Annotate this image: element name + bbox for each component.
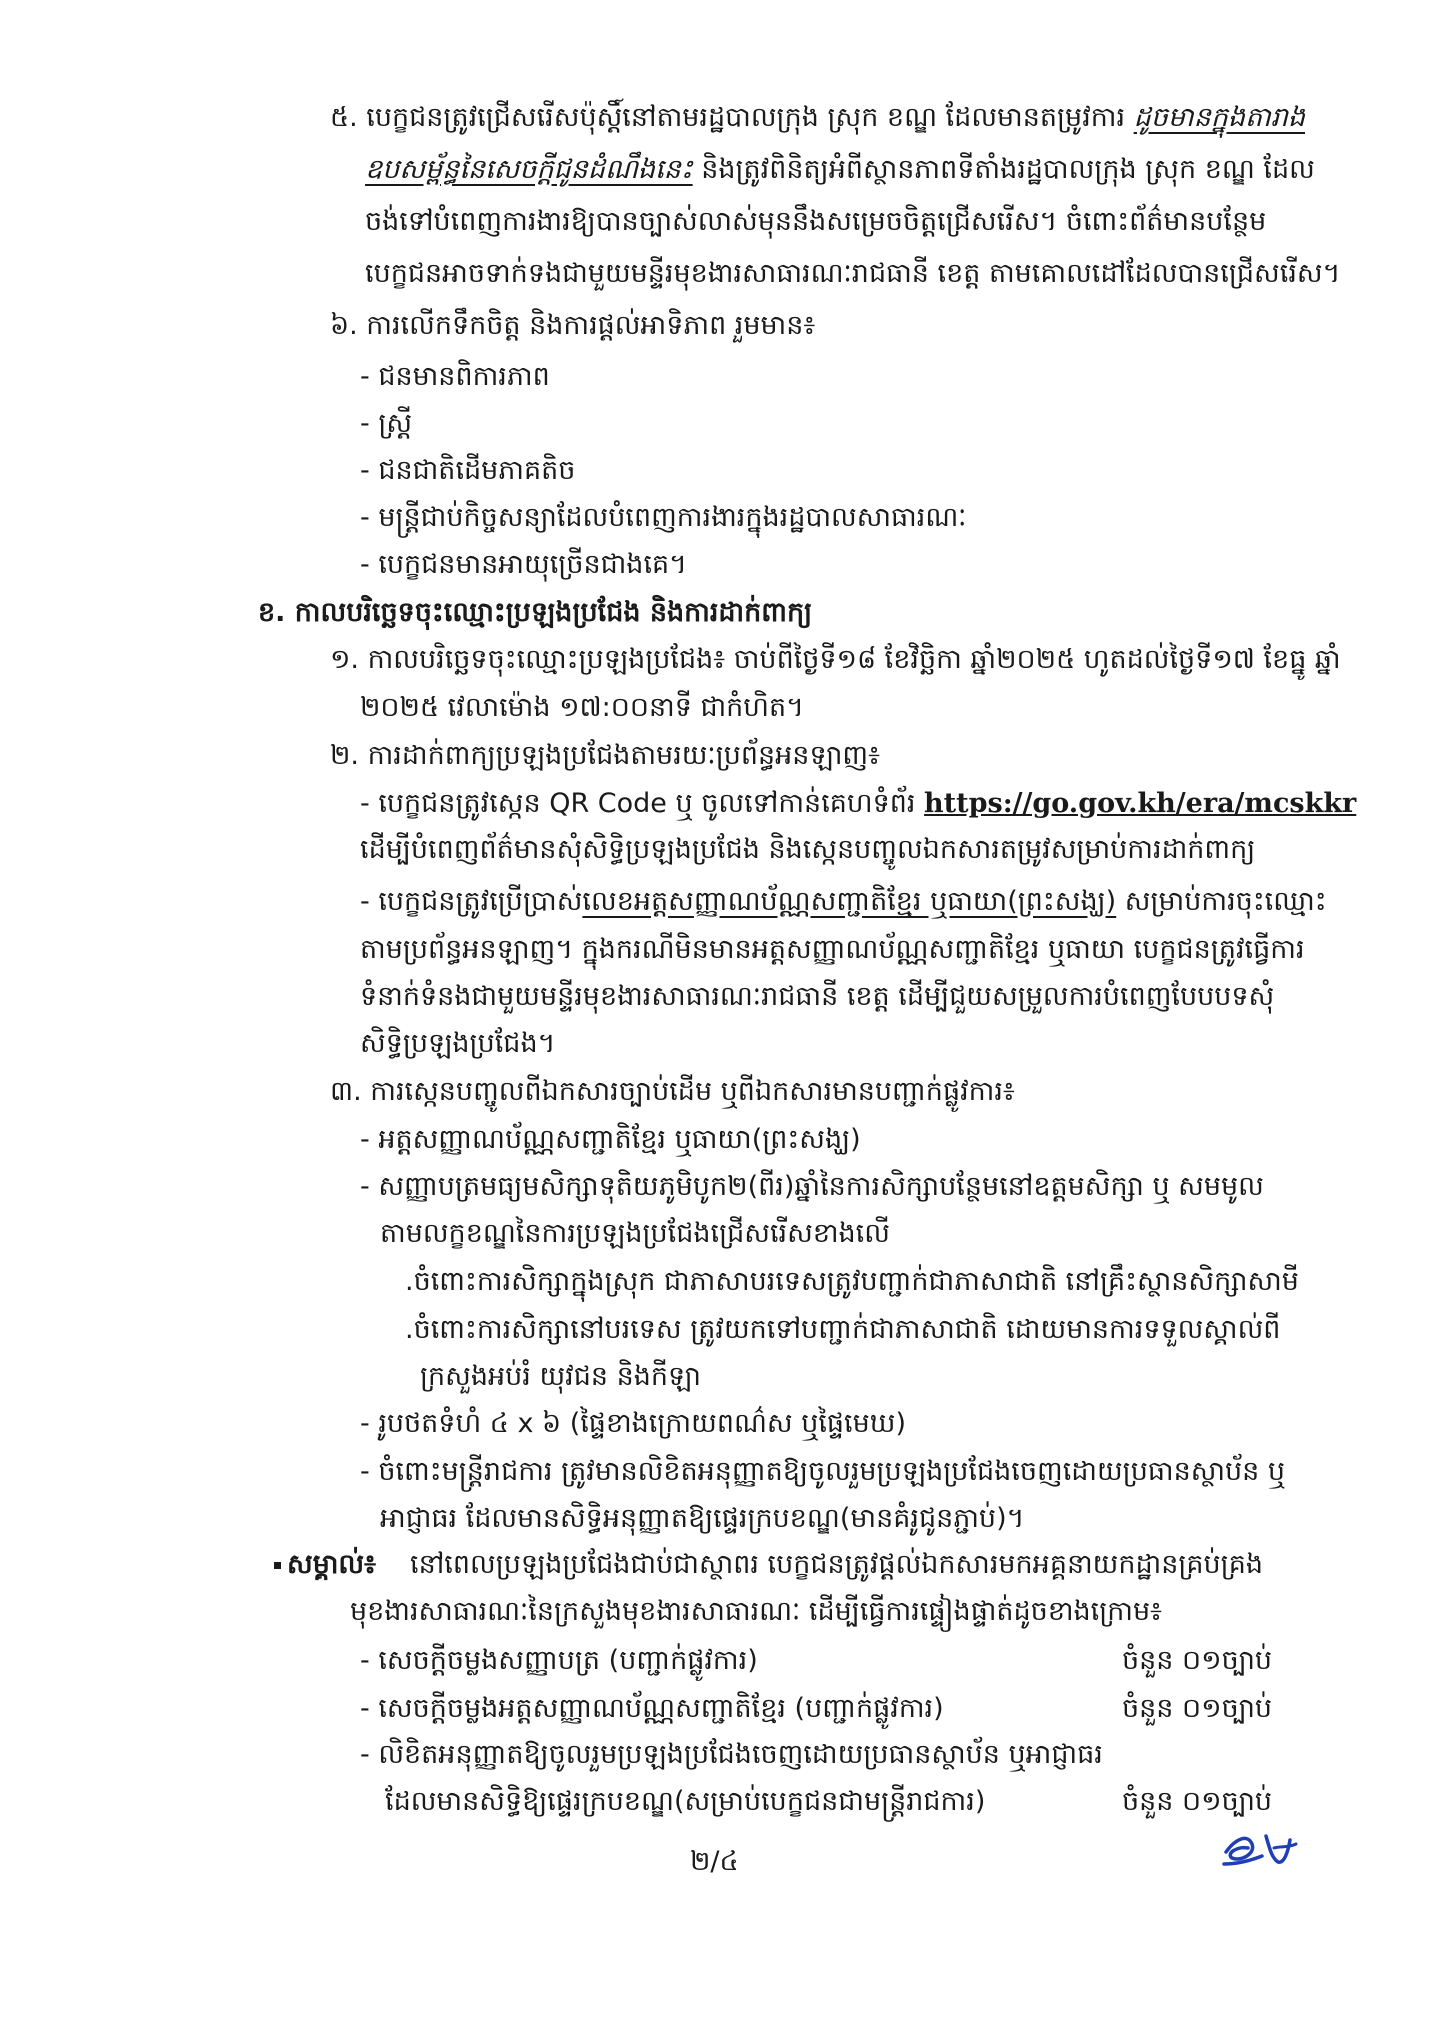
- section-b-item2-b2-line2: តាមប្រព័ន្ធអនឡាញ។ ក្នុងករណីមិនមានអត្តសញ្ញាណប័ណ្ណសញ្ជាតិខ្មែរ ឬធាយា បេក្ខជនត្រូវធ្វើការ: [360, 934, 1305, 965]
- item5-line3: ចង់ទៅបំពេញការងារឱ្យបានច្បាស់លាស់មុននឹងសម្រេចចិត្តជ្រើសរើស។ ចំពោះព័ត៌មានបន្ថែម: [365, 206, 1267, 237]
- item5-text: ៥. បេក្ខជនត្រូវជ្រើសរើសប៉ុស្តិ៍នៅតាមរដ្ឋបាលក្រុង ស្រុក ខណ្ឌ ដែលមានតម្រូវការ: [330, 102, 1134, 133]
- list-item: - ជនជាតិដើមភាគតិច: [360, 455, 576, 486]
- note-line2: មុខងារសាធារណៈនៃក្រសួងមុខងារសាធារណៈ ដើម្បីធ្វើការផ្ទៀងផ្ទាត់ដូចខាងក្រោម៖: [350, 1596, 1162, 1627]
- item5-text: និងត្រូវពិនិត្យអំពីស្ថានភាពទីតាំងរដ្ឋបាលក្រុង ស្រុក ខណ្ឌ ដែល: [692, 154, 1315, 185]
- section-b-item2-b2-line1: [360, 882, 1327, 922]
- item5-line2: [365, 150, 1315, 190]
- note-line1: [274, 1545, 1263, 1585]
- section-b-item3-b2-line1: - សញ្ញាបត្រមធ្យមសិក្សាទុតិយភូមិបូក២(ពីរ)ឆ្នាំនៃការសិក្សាបន្ថែមនៅឧត្តមសិក្សា ឬ សមមូល: [360, 1171, 1264, 1202]
- section-b-item1-line2: ២០២៥ វេលាម៉ោង ១៧:០០នាទី ជាកំហិត។: [360, 692, 804, 723]
- section-b-item3-sub1: .ចំពោះការសិក្សាក្នុងស្រុក ជាភាសាបរទេសត្រូវបញ្ជាក់ជាភាសាជាតិ នៅគ្រឹះស្ថានសិក្សាសាមី: [405, 1266, 1299, 1297]
- item5-line1: [330, 98, 1305, 138]
- note-text: នៅពេលប្រឡងប្រជែងជាប់ជាស្ថាពរ បេក្ខជនត្រូវផ្តល់ឯកសារមកអគ្គនាយកដ្ឋានគ្រប់គ្រង: [410, 1549, 1263, 1580]
- section-b-item3-heading: ៣. ការស្កេនបញ្ចូលពីឯកសារច្បាប់ដើម ឬពីឯកសារមានបញ្ជាក់ផ្លូវការ៖: [330, 1076, 1015, 1107]
- section-b-item3-b2-line2: តាមលក្ខខណ្ឌនៃការប្រឡងប្រជែងជ្រើសរើសខាងលើ: [380, 1218, 890, 1249]
- item5-line4: បេក្ខជនអាចទាក់ទងជាមួយមន្ទីរមុខងារសាធារណៈរាជធានី ខេត្ត តាមគោលដៅដែលបានជ្រើសរើស។: [365, 258, 1341, 289]
- section-b-item2-b1-line2: ដើម្បីបំពេញព័ត៌មានសុំសិទ្ធិប្រឡងប្រជែង និងស្កេនបញ្ចូលឯកសារតម្រូវសម្រាប់ការដាក់ពាក្យ: [360, 834, 1256, 865]
- list-item: - ស្ត្រី: [360, 408, 413, 439]
- item2-text: សម្រាប់ការចុះឈ្មោះ: [1116, 886, 1327, 917]
- page-number: ២/៤: [690, 1846, 739, 1877]
- section-b-item1-line1: ១. កាលបរិច្ឆេទចុះឈ្មោះប្រឡងប្រជែង៖ ចាប់ពីថ្ងៃទី១៨ ខែវិច្ឆិកា ឆ្នាំ២០២៥ ហូតដល់ថ្ងៃទី១៧ ខែធ្នូ ឆ្នាំ: [330, 644, 1341, 675]
- section-b-item2-heading: ២. ការដាក់ពាក្យប្រឡងប្រជែងតាមរយៈប្រព័ន្ធអនឡាញ៖: [330, 740, 880, 771]
- note-item-quantity: ចំនួន ០១ច្បាប់: [1122, 1786, 1273, 1817]
- note-item: - លិខិតអនុញ្ញាតឱ្យចូលរួមប្រឡងប្រជែងចេញដោយប្រធានស្ថាប័ន ឬអាជ្ញាធរ: [360, 1739, 1103, 1770]
- section-b-item3-b4-line1: - ចំពោះមន្ត្រីរាជការ ត្រូវមានលិខិតអនុញ្ញាតឱ្យចូលរួមប្រឡងប្រជែងចេញដោយប្រធានស្ថាប័ន ឬ: [360, 1456, 1285, 1487]
- note-item-quantity: ចំនួន ០១ច្បាប់: [1122, 1645, 1273, 1676]
- section-b-item2-b1-line1: [360, 784, 1356, 824]
- section-b-item3-sub2-line1: .ចំពោះការសិក្សានៅបរទេស ត្រូវយកទៅបញ្ជាក់ជាភាសាជាតិ ដោយមានការទទួលស្គាល់ពី: [405, 1314, 1281, 1345]
- section-b-item3-b3: - រូបថតទំហំ ៤ x ៦ (ផ្ទៃខាងក្រោយពណ៌ស ឬផ្ទៃមេឃ): [360, 1408, 906, 1439]
- note-item-cont: ដែលមានសិទ្ធិឱ្យផ្ទេរក្របខណ្ឌ(សម្រាប់បេក្ខជនជាមន្ត្រីរាជការ): [385, 1786, 986, 1817]
- section-b-item3-b4-line2: អាជ្ញាធរ ដែលមានសិទ្ធិអនុញ្ញាតឱ្យផ្ទេរក្របខណ្ឌ(មានគំរូជូនភ្ជាប់)។: [380, 1503, 1025, 1534]
- list-item: - បេក្ខជនមានអាយុច្រើនជាងគេ។: [360, 549, 687, 580]
- note-bullet: [274, 1562, 281, 1569]
- list-item: - មន្ត្រីជាប់កិច្ចសន្យាដែលបំពេញការងារក្នុងរដ្ឋបាលសាធារណៈ: [360, 502, 967, 533]
- annex-reference-cont: ឧបសម្ព័ន្ធនៃសេចក្តីជូនដំណឹងនេះ: [365, 154, 693, 185]
- section-b-heading: ខ. កាលបរិច្ឆេទចុះឈ្មោះប្រឡងប្រជែង និងការដាក់ពាក្យ: [258, 597, 813, 628]
- handwritten-initials-icon: [1218, 1818, 1302, 1878]
- item2-text: - បេក្ខជនត្រូវស្កេន QR Code ឬ ចូលទៅកាន់គេហទំព័រ: [360, 788, 925, 819]
- item6-heading: ៦. ការលើកទឹកចិត្ត និងការផ្តល់អាទិភាព រួមមាន៖: [330, 310, 816, 341]
- section-b-item3-b1: - អត្តសញ្ញាណប័ណ្ណសញ្ជាតិខ្មែរ ឬធាយា(ព្រះសង្ឃ): [360, 1124, 861, 1155]
- note-item-quantity: ចំនួន ០១ច្បាប់: [1122, 1693, 1273, 1724]
- annex-reference: ដូចមានក្នុងតារាង: [1133, 102, 1306, 133]
- section-b-item2-b2-line4: សិទ្ធិប្រឡងប្រជែង។: [360, 1028, 556, 1059]
- id-card-requirement: លេខអត្តសញ្ញាណប័ណ្ណសញ្ជាតិខ្មែរ ឬធាយា(ព្រះសង្ឃ): [582, 886, 1117, 917]
- note-label: សម្គាល់៖: [287, 1549, 376, 1580]
- section-b-item2-b2-line3: ទំនាក់ទំនងជាមួយមន្ទីរមុខងារសាធារណៈរាជធានី ខេត្ត ដើម្បីជួយសម្រួលការបំពេញបែបបទសុំ: [360, 981, 1275, 1012]
- note-item: - សេចក្តីចម្លងសញ្ញាបត្រ (បញ្ជាក់ផ្លូវការ): [360, 1645, 758, 1676]
- item2-text: - បេក្ខជនត្រូវប្រើប្រាស់: [360, 886, 583, 917]
- registration-link[interactable]: https://go.gov.kh/era/mcskkr: [924, 788, 1357, 819]
- note-item: - សេចក្តីចម្លងអត្តសញ្ញាណប័ណ្ណសញ្ជាតិខ្មែរ (បញ្ជាក់ផ្លូវការ): [360, 1693, 944, 1724]
- list-item: - ជនមានពិការភាព: [360, 361, 550, 392]
- section-b-item3-sub2-line2: ក្រសួងអប់រំ យុវជន និងកីឡា: [420, 1361, 701, 1392]
